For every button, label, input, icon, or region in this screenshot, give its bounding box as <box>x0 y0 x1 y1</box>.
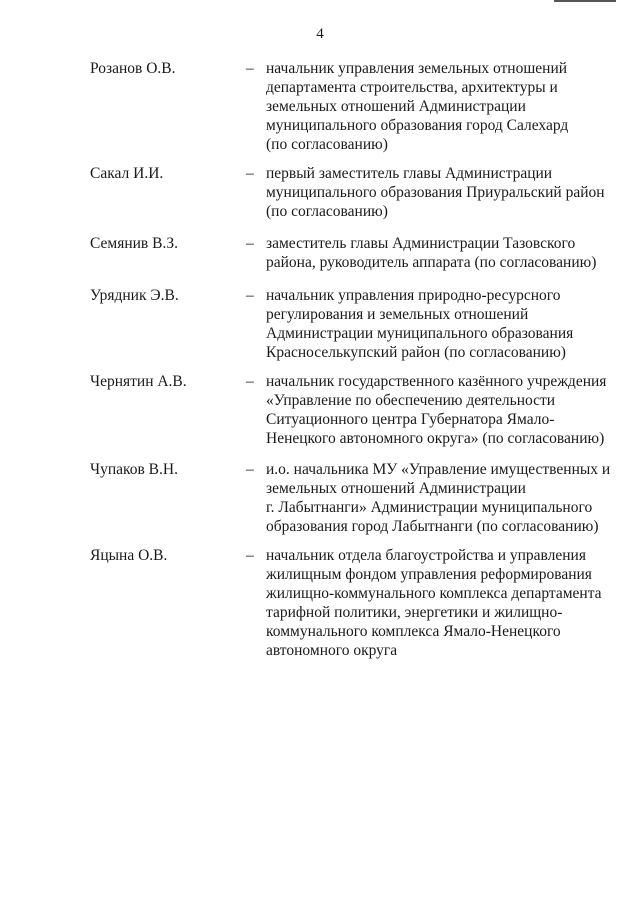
role-line: начальник государственного казённого учреждения <box>266 373 607 390</box>
dash-separator: – <box>246 461 254 478</box>
member-name: Яцына О.В. <box>90 547 168 564</box>
member-role <box>266 460 614 536</box>
role-line: г. Лабытнанги» Администрации муниципального <box>266 499 593 516</box>
role-line: начальник отдела благоустройства и управления <box>266 547 586 564</box>
role-line: «Управление по обеспечению деятельности <box>266 392 556 409</box>
role-line: начальник управления земельных отношений <box>266 60 568 77</box>
role-line: коммунального комплекса Ямало-Ненецкого <box>266 623 561 640</box>
role-line: (по согласованию) <box>266 136 388 153</box>
role-line: и.о. начальника МУ «Управление имущественных и <box>266 461 611 478</box>
role-line: района, руководитель аппарата (по согласованию) <box>266 254 597 271</box>
role-line: жилищным фондом управления реформирования <box>266 566 592 583</box>
member-name: Семянив В.З. <box>90 235 178 252</box>
member-role <box>266 234 614 272</box>
role-line: земельных отношений Администрации <box>266 98 526 115</box>
role-line: департамента строительства, архитектуры и <box>266 79 558 96</box>
member-name: Чернятин А.В. <box>90 373 187 390</box>
member-name: Урядник Э.В. <box>90 287 179 304</box>
member-role <box>266 372 614 448</box>
role-line: заместитель главы Администрации Тазовского <box>266 235 576 252</box>
dash-separator: – <box>246 165 254 182</box>
role-line: жилищно-коммунального комплекса департамента <box>266 585 602 602</box>
role-line: Ситуационного центра Губернатора Ямало- <box>266 411 555 428</box>
scan-edge-mark <box>554 0 616 2</box>
role-line: муниципального образования город Салехард <box>266 117 569 134</box>
role-line: автономного округа <box>266 642 398 659</box>
role-line: регулирования и земельных отношений <box>266 306 529 323</box>
role-line: земельных отношений Администрации <box>266 480 526 497</box>
member-name: Чупаков В.Н. <box>90 461 178 478</box>
member-role <box>266 164 614 221</box>
dash-separator: – <box>246 60 254 77</box>
member-name: Сакал И.И. <box>90 165 164 182</box>
member-name: Розанов О.В. <box>90 60 176 77</box>
role-line: (по согласованию) <box>266 203 388 220</box>
role-line: Красноселькупский район (по согласованию) <box>266 344 566 361</box>
dash-separator: – <box>246 287 254 304</box>
member-role <box>266 286 614 362</box>
page-number: 4 <box>316 26 324 42</box>
role-line: Администрации муниципального образования <box>266 325 574 342</box>
role-line: тарифной политики, энергетики и жилищно- <box>266 604 563 621</box>
dash-separator: – <box>246 235 254 252</box>
member-role <box>266 59 614 154</box>
role-line: первый заместитель главы Администрации <box>266 165 553 182</box>
role-line: начальник управления природно-ресурсного <box>266 287 561 304</box>
dash-separator: – <box>246 547 254 564</box>
role-line: муниципального образования Приуральский район <box>266 184 605 201</box>
role-line: образования город Лабытнанги (по согласованию) <box>266 518 599 535</box>
dash-separator: – <box>246 373 254 390</box>
role-line: Ненецкого автономного округа» (по согласованию) <box>266 430 605 447</box>
member-role <box>266 546 614 660</box>
